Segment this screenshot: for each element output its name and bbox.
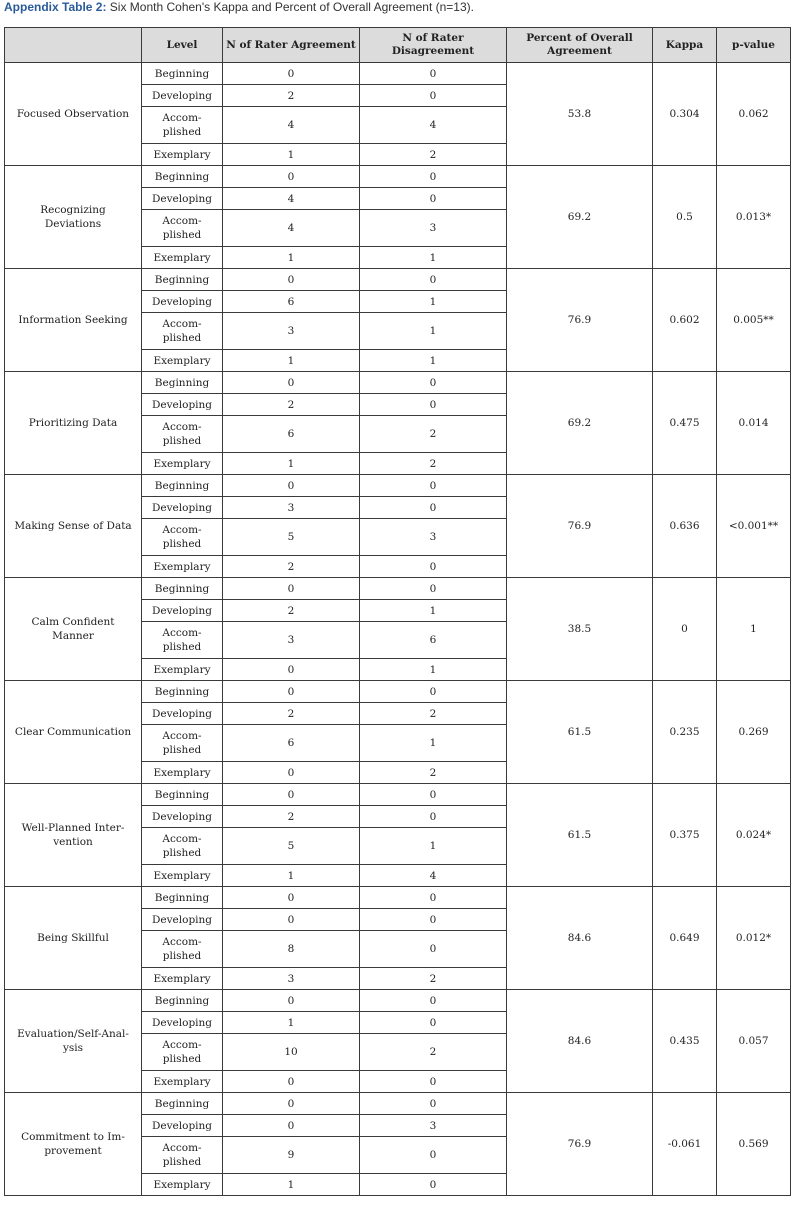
- agreement-cell: 3: [223, 622, 360, 659]
- skill-cell: Recognizing Deviations: [5, 166, 142, 269]
- level-cell: Exemplary: [142, 144, 223, 166]
- disagreement-cell: 0: [360, 578, 507, 600]
- table-row: [5, 887, 791, 909]
- agreement-cell: 1: [223, 1174, 360, 1196]
- skill-cell: Calm Confident Manner: [5, 578, 142, 681]
- kappa-cell: 0.435: [653, 990, 717, 1093]
- header-kappa: Kappa: [653, 28, 717, 63]
- disagreement-cell: 0: [360, 784, 507, 806]
- disagreement-cell: 4: [360, 107, 507, 144]
- percent-cell: 69.2: [507, 166, 653, 269]
- agreement-cell: 0: [223, 269, 360, 291]
- agreement-cell: 1: [223, 247, 360, 269]
- agreement-cell: 0: [223, 1115, 360, 1137]
- level-cell: Accom-plished: [142, 622, 223, 659]
- disagreement-cell: 2: [360, 762, 507, 784]
- p-value-cell: 0.014: [717, 372, 791, 475]
- agreement-cell: 1: [223, 453, 360, 475]
- table-row: [5, 372, 791, 394]
- kappa-cell: -0.061: [653, 1093, 717, 1196]
- level-cell: Developing: [142, 188, 223, 210]
- agreement-cell: 0: [223, 659, 360, 681]
- level-cell: Developing: [142, 291, 223, 313]
- disagreement-cell: 2: [360, 703, 507, 725]
- p-value-cell: 0.012*: [717, 887, 791, 990]
- agreement-cell: 3: [223, 968, 360, 990]
- skill-cell: Clear Communication: [5, 681, 142, 784]
- level-cell: Beginning: [142, 166, 223, 188]
- disagreement-cell: 2: [360, 968, 507, 990]
- agreement-cell: 9: [223, 1137, 360, 1174]
- disagreement-cell: 0: [360, 556, 507, 578]
- disagreement-cell: 2: [360, 416, 507, 453]
- header-agreement: N of Rater Agreement: [223, 28, 360, 63]
- agreement-cell: 0: [223, 990, 360, 1012]
- agreement-cell: 3: [223, 497, 360, 519]
- agreement-cell: 1: [223, 1012, 360, 1034]
- level-cell: Developing: [142, 497, 223, 519]
- level-cell: Developing: [142, 1012, 223, 1034]
- skill-cell: Evaluation/Self-Anal-ysis: [5, 990, 142, 1093]
- agreement-cell: 5: [223, 828, 360, 865]
- level-cell: Developing: [142, 85, 223, 107]
- level-cell: Exemplary: [142, 762, 223, 784]
- table-row: [5, 475, 791, 497]
- level-cell: Accom-plished: [142, 1137, 223, 1174]
- disagreement-cell: 4: [360, 865, 507, 887]
- level-cell: Accom-plished: [142, 519, 223, 556]
- table-row: [5, 63, 791, 85]
- p-value-cell: 0.005**: [717, 269, 791, 372]
- disagreement-cell: 1: [360, 350, 507, 372]
- kappa-cell: 0.375: [653, 784, 717, 887]
- level-cell: Accom-plished: [142, 107, 223, 144]
- agreement-cell: 0: [223, 63, 360, 85]
- p-value-cell: 0.024*: [717, 784, 791, 887]
- percent-cell: 76.9: [507, 1093, 653, 1196]
- agreement-cell: 0: [223, 681, 360, 703]
- percent-cell: 38.5: [507, 578, 653, 681]
- disagreement-cell: 0: [360, 806, 507, 828]
- disagreement-cell: 1: [360, 600, 507, 622]
- disagreement-cell: 2: [360, 453, 507, 475]
- disagreement-cell: 1: [360, 247, 507, 269]
- level-cell: Exemplary: [142, 453, 223, 475]
- agreement-cell: 5: [223, 519, 360, 556]
- disagreement-cell: 0: [360, 681, 507, 703]
- level-cell: Developing: [142, 703, 223, 725]
- level-cell: Exemplary: [142, 247, 223, 269]
- agreement-cell: 0: [223, 578, 360, 600]
- kappa-cell: 0.475: [653, 372, 717, 475]
- agreement-cell: 0: [223, 887, 360, 909]
- percent-cell: 84.6: [507, 887, 653, 990]
- level-cell: Exemplary: [142, 1071, 223, 1093]
- header-p-value: p-value: [717, 28, 791, 63]
- table-row: [5, 1093, 791, 1115]
- agreement-cell: 2: [223, 394, 360, 416]
- level-cell: Developing: [142, 600, 223, 622]
- header-disagreement: N of Rater Disagreement: [360, 28, 507, 63]
- agreement-cell: 0: [223, 784, 360, 806]
- agreement-cell: 2: [223, 600, 360, 622]
- level-cell: Beginning: [142, 1093, 223, 1115]
- disagreement-cell: 3: [360, 519, 507, 556]
- level-cell: Exemplary: [142, 1174, 223, 1196]
- agreement-cell: 10: [223, 1034, 360, 1071]
- disagreement-cell: 1: [360, 659, 507, 681]
- skill-cell: Making Sense of Data: [5, 475, 142, 578]
- percent-cell: 53.8: [507, 63, 653, 166]
- level-cell: Accom-plished: [142, 416, 223, 453]
- level-cell: Beginning: [142, 63, 223, 85]
- disagreement-cell: 0: [360, 990, 507, 1012]
- percent-cell: 61.5: [507, 681, 653, 784]
- level-cell: Beginning: [142, 372, 223, 394]
- disagreement-cell: 0: [360, 1071, 507, 1093]
- disagreement-cell: 2: [360, 144, 507, 166]
- agreement-cell: 6: [223, 725, 360, 762]
- agreement-cell: 2: [223, 556, 360, 578]
- agreement-cell: 2: [223, 85, 360, 107]
- kappa-cell: 0: [653, 578, 717, 681]
- disagreement-cell: 1: [360, 725, 507, 762]
- header-skill: [5, 28, 142, 63]
- disagreement-cell: 0: [360, 394, 507, 416]
- level-cell: Accom-plished: [142, 1034, 223, 1071]
- table-row: [5, 784, 791, 806]
- level-cell: Developing: [142, 394, 223, 416]
- p-value-cell: 1: [717, 578, 791, 681]
- caption-text: Six Month Cohen's Kappa and Percent of Overall Agreement (n=13).: [106, 0, 474, 14]
- level-cell: Exemplary: [142, 350, 223, 372]
- disagreement-cell: 1: [360, 828, 507, 865]
- agreement-cell: 4: [223, 107, 360, 144]
- disagreement-cell: 6: [360, 622, 507, 659]
- level-cell: Accom-plished: [142, 828, 223, 865]
- disagreement-cell: 1: [360, 313, 507, 350]
- level-cell: Accom-plished: [142, 931, 223, 968]
- disagreement-cell: 0: [360, 1174, 507, 1196]
- agreement-cell: 0: [223, 762, 360, 784]
- table-row: [5, 681, 791, 703]
- disagreement-cell: 0: [360, 931, 507, 968]
- kappa-cell: 0.5: [653, 166, 717, 269]
- disagreement-cell: 0: [360, 188, 507, 210]
- agreement-cell: 4: [223, 188, 360, 210]
- level-cell: Beginning: [142, 784, 223, 806]
- agreement-cell: 0: [223, 1093, 360, 1115]
- level-cell: Exemplary: [142, 968, 223, 990]
- table-row: [5, 578, 791, 600]
- agreement-cell: 0: [223, 372, 360, 394]
- percent-cell: 84.6: [507, 990, 653, 1093]
- level-cell: Beginning: [142, 475, 223, 497]
- agreement-cell: 1: [223, 350, 360, 372]
- disagreement-cell: 0: [360, 909, 507, 931]
- disagreement-cell: 3: [360, 1115, 507, 1137]
- disagreement-cell: 3: [360, 210, 507, 247]
- p-value-cell: 0.013*: [717, 166, 791, 269]
- agreement-cell: 2: [223, 806, 360, 828]
- disagreement-cell: 0: [360, 497, 507, 519]
- disagreement-cell: 0: [360, 269, 507, 291]
- kappa-table: [4, 27, 791, 1196]
- agreement-cell: 4: [223, 210, 360, 247]
- table-body: [5, 63, 791, 1196]
- disagreement-cell: 1: [360, 291, 507, 313]
- skill-cell: Prioritizing Data: [5, 372, 142, 475]
- p-value-cell: 0.062: [717, 63, 791, 166]
- disagreement-cell: 0: [360, 475, 507, 497]
- disagreement-cell: 0: [360, 887, 507, 909]
- disagreement-cell: 0: [360, 1012, 507, 1034]
- agreement-cell: 0: [223, 909, 360, 931]
- agreement-cell: 8: [223, 931, 360, 968]
- table-row: [5, 166, 791, 188]
- level-cell: Beginning: [142, 578, 223, 600]
- p-value-cell: 0.057: [717, 990, 791, 1093]
- agreement-cell: 0: [223, 475, 360, 497]
- agreement-cell: 2: [223, 703, 360, 725]
- level-cell: Beginning: [142, 990, 223, 1012]
- disagreement-cell: 0: [360, 1137, 507, 1174]
- skill-cell: Well-Planned Inter-vention: [5, 784, 142, 887]
- agreement-cell: 6: [223, 416, 360, 453]
- disagreement-cell: 0: [360, 85, 507, 107]
- agreement-cell: 0: [223, 1071, 360, 1093]
- level-cell: Exemplary: [142, 659, 223, 681]
- agreement-cell: 1: [223, 865, 360, 887]
- level-cell: Accom-plished: [142, 725, 223, 762]
- agreement-cell: 6: [223, 291, 360, 313]
- level-cell: Developing: [142, 1115, 223, 1137]
- level-cell: Exemplary: [142, 556, 223, 578]
- level-cell: Beginning: [142, 681, 223, 703]
- disagreement-cell: 0: [360, 1093, 507, 1115]
- agreement-cell: 3: [223, 313, 360, 350]
- table-caption: [4, 0, 474, 14]
- level-cell: Beginning: [142, 269, 223, 291]
- level-cell: Developing: [142, 909, 223, 931]
- table-row: [5, 990, 791, 1012]
- disagreement-cell: 0: [360, 63, 507, 85]
- percent-cell: 76.9: [507, 475, 653, 578]
- skill-cell: Focused Observation: [5, 63, 142, 166]
- kappa-cell: 0.636: [653, 475, 717, 578]
- agreement-cell: 0: [223, 166, 360, 188]
- level-cell: Accom-plished: [142, 210, 223, 247]
- percent-cell: 76.9: [507, 269, 653, 372]
- level-cell: Accom-plished: [142, 313, 223, 350]
- header-row: [5, 28, 791, 63]
- percent-cell: 69.2: [507, 372, 653, 475]
- header-percent-agreement: Percent of Overall Agreement: [507, 28, 653, 63]
- level-cell: Exemplary: [142, 865, 223, 887]
- disagreement-cell: 2: [360, 1034, 507, 1071]
- skill-cell: Information Seeking: [5, 269, 142, 372]
- kappa-cell: 0.602: [653, 269, 717, 372]
- kappa-cell: 0.235: [653, 681, 717, 784]
- p-value-cell: <0.001**: [717, 475, 791, 578]
- skill-cell: Being Skillful: [5, 887, 142, 990]
- disagreement-cell: 0: [360, 372, 507, 394]
- agreement-cell: 1: [223, 144, 360, 166]
- table-row: [5, 269, 791, 291]
- disagreement-cell: 0: [360, 166, 507, 188]
- level-cell: Beginning: [142, 887, 223, 909]
- kappa-cell: 0.304: [653, 63, 717, 166]
- p-value-cell: 0.569: [717, 1093, 791, 1196]
- header-level: Level: [142, 28, 223, 63]
- caption-label: Appendix Table 2:: [4, 0, 107, 14]
- kappa-cell: 0.649: [653, 887, 717, 990]
- skill-cell: Commitment to Im-provement: [5, 1093, 142, 1196]
- percent-cell: 61.5: [507, 784, 653, 887]
- level-cell: Developing: [142, 806, 223, 828]
- p-value-cell: 0.269: [717, 681, 791, 784]
